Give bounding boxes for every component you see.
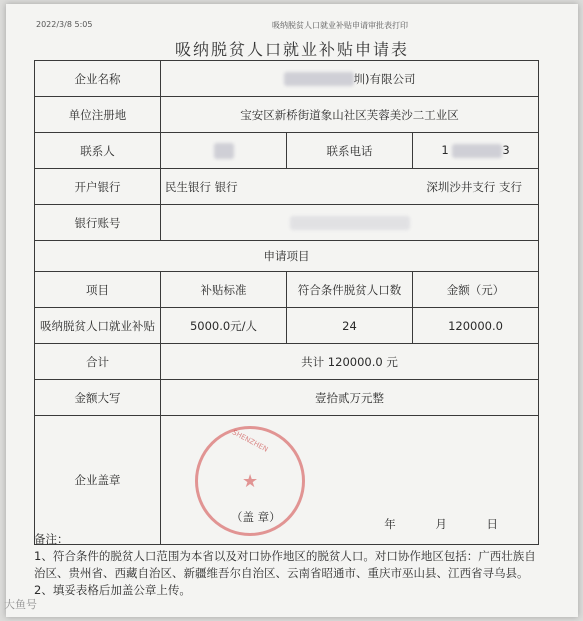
row-standard: 5000.0元/人 xyxy=(161,308,287,344)
table-row xyxy=(35,205,539,241)
account-label: 银行账号 xyxy=(35,205,161,241)
notes-line-1: 1、符合条件的脱贫人口范围为本省以及对口协作地区的脱贫人口。对口协作地区包括：广西壮族自 xyxy=(34,549,536,563)
notes-title: 备注： xyxy=(34,532,69,546)
print-header: 吸纳脱贫人口就业补贴申请审批表打印 xyxy=(272,21,408,30)
application-form-table xyxy=(34,60,539,545)
bank-name: 民生银行 银行 xyxy=(165,179,238,194)
company-name-text: 圳)有限公司 xyxy=(353,71,416,86)
print-timestamp: 2022/3/8 5:05 xyxy=(36,20,93,29)
table-row xyxy=(35,169,539,205)
contact-value xyxy=(161,133,287,169)
table-row xyxy=(35,344,539,380)
reg-address-label: 单位注册地 xyxy=(35,97,161,133)
col-amount: 金额（元） xyxy=(413,272,539,308)
notes-line-2: 治区、贵州省、西藏自治区、新疆维吾尔自治区、云南省昭通市、重庆市巫山县、江西省寻乌县。 xyxy=(34,566,529,580)
seal-area xyxy=(161,416,539,545)
notes-line-3: 2、填妥表格后加盖公章上传。 xyxy=(34,583,191,597)
table-row xyxy=(35,272,539,308)
total-value: 共计 120000.0 元 xyxy=(161,344,539,380)
row-count: 24 xyxy=(287,308,413,344)
notes-section xyxy=(34,531,538,599)
col-item: 项目 xyxy=(35,272,161,308)
table-row xyxy=(35,416,539,545)
star-icon: ★ xyxy=(242,471,259,492)
phone-prefix: 1 xyxy=(441,143,449,158)
table-row xyxy=(35,380,539,416)
seal-label: 企业盖章 xyxy=(35,416,161,545)
bank-label: 开户银行 xyxy=(35,169,161,205)
section-title: 申请项目 xyxy=(35,241,539,272)
redacted-block xyxy=(452,144,502,158)
form-title: 吸纳脱贫人口就业补贴申请表 xyxy=(174,40,409,59)
table-row xyxy=(35,308,539,344)
col-count: 符合条件脱贫人口数 xyxy=(287,272,413,308)
capital-value: 壹拾贰万元整 xyxy=(161,380,539,416)
date-year: 年 xyxy=(384,517,396,531)
table-row xyxy=(35,97,539,133)
account-value xyxy=(161,205,539,241)
redacted-block xyxy=(290,216,410,230)
row-item: 吸纳脱贫人口就业补贴 xyxy=(35,308,161,344)
phone-value xyxy=(413,133,539,169)
table-row xyxy=(35,133,539,169)
phone-suffix: 3 xyxy=(502,143,510,158)
redacted-block xyxy=(214,143,234,159)
reg-address-value: 宝安区新桥街道象山社区芙蓉美沙二工业区 xyxy=(161,97,539,133)
redacted-block xyxy=(284,72,354,86)
capital-label: 金额大写 xyxy=(35,380,161,416)
phone-label: 联系电话 xyxy=(287,133,413,169)
bank-value xyxy=(161,169,539,205)
company-name-label: 企业名称 xyxy=(35,61,161,97)
company-name-value xyxy=(161,61,539,97)
date-day: 日 xyxy=(486,517,498,531)
seal-caption: （盖 章） xyxy=(231,510,281,524)
table-row xyxy=(35,241,539,272)
row-amount: 120000.0 xyxy=(413,308,539,344)
date-month: 月 xyxy=(435,517,447,531)
total-label: 合计 xyxy=(35,344,161,380)
contact-label: 联系人 xyxy=(35,133,161,169)
col-standard: 补贴标准 xyxy=(161,272,287,308)
watermark-logo: 大鱼号 xyxy=(4,598,37,611)
seal-text: SHENZHEN xyxy=(230,428,270,454)
date-line xyxy=(348,516,498,532)
table-row xyxy=(35,61,539,97)
bank-branch: 深圳沙井支行 支行 xyxy=(426,179,522,194)
